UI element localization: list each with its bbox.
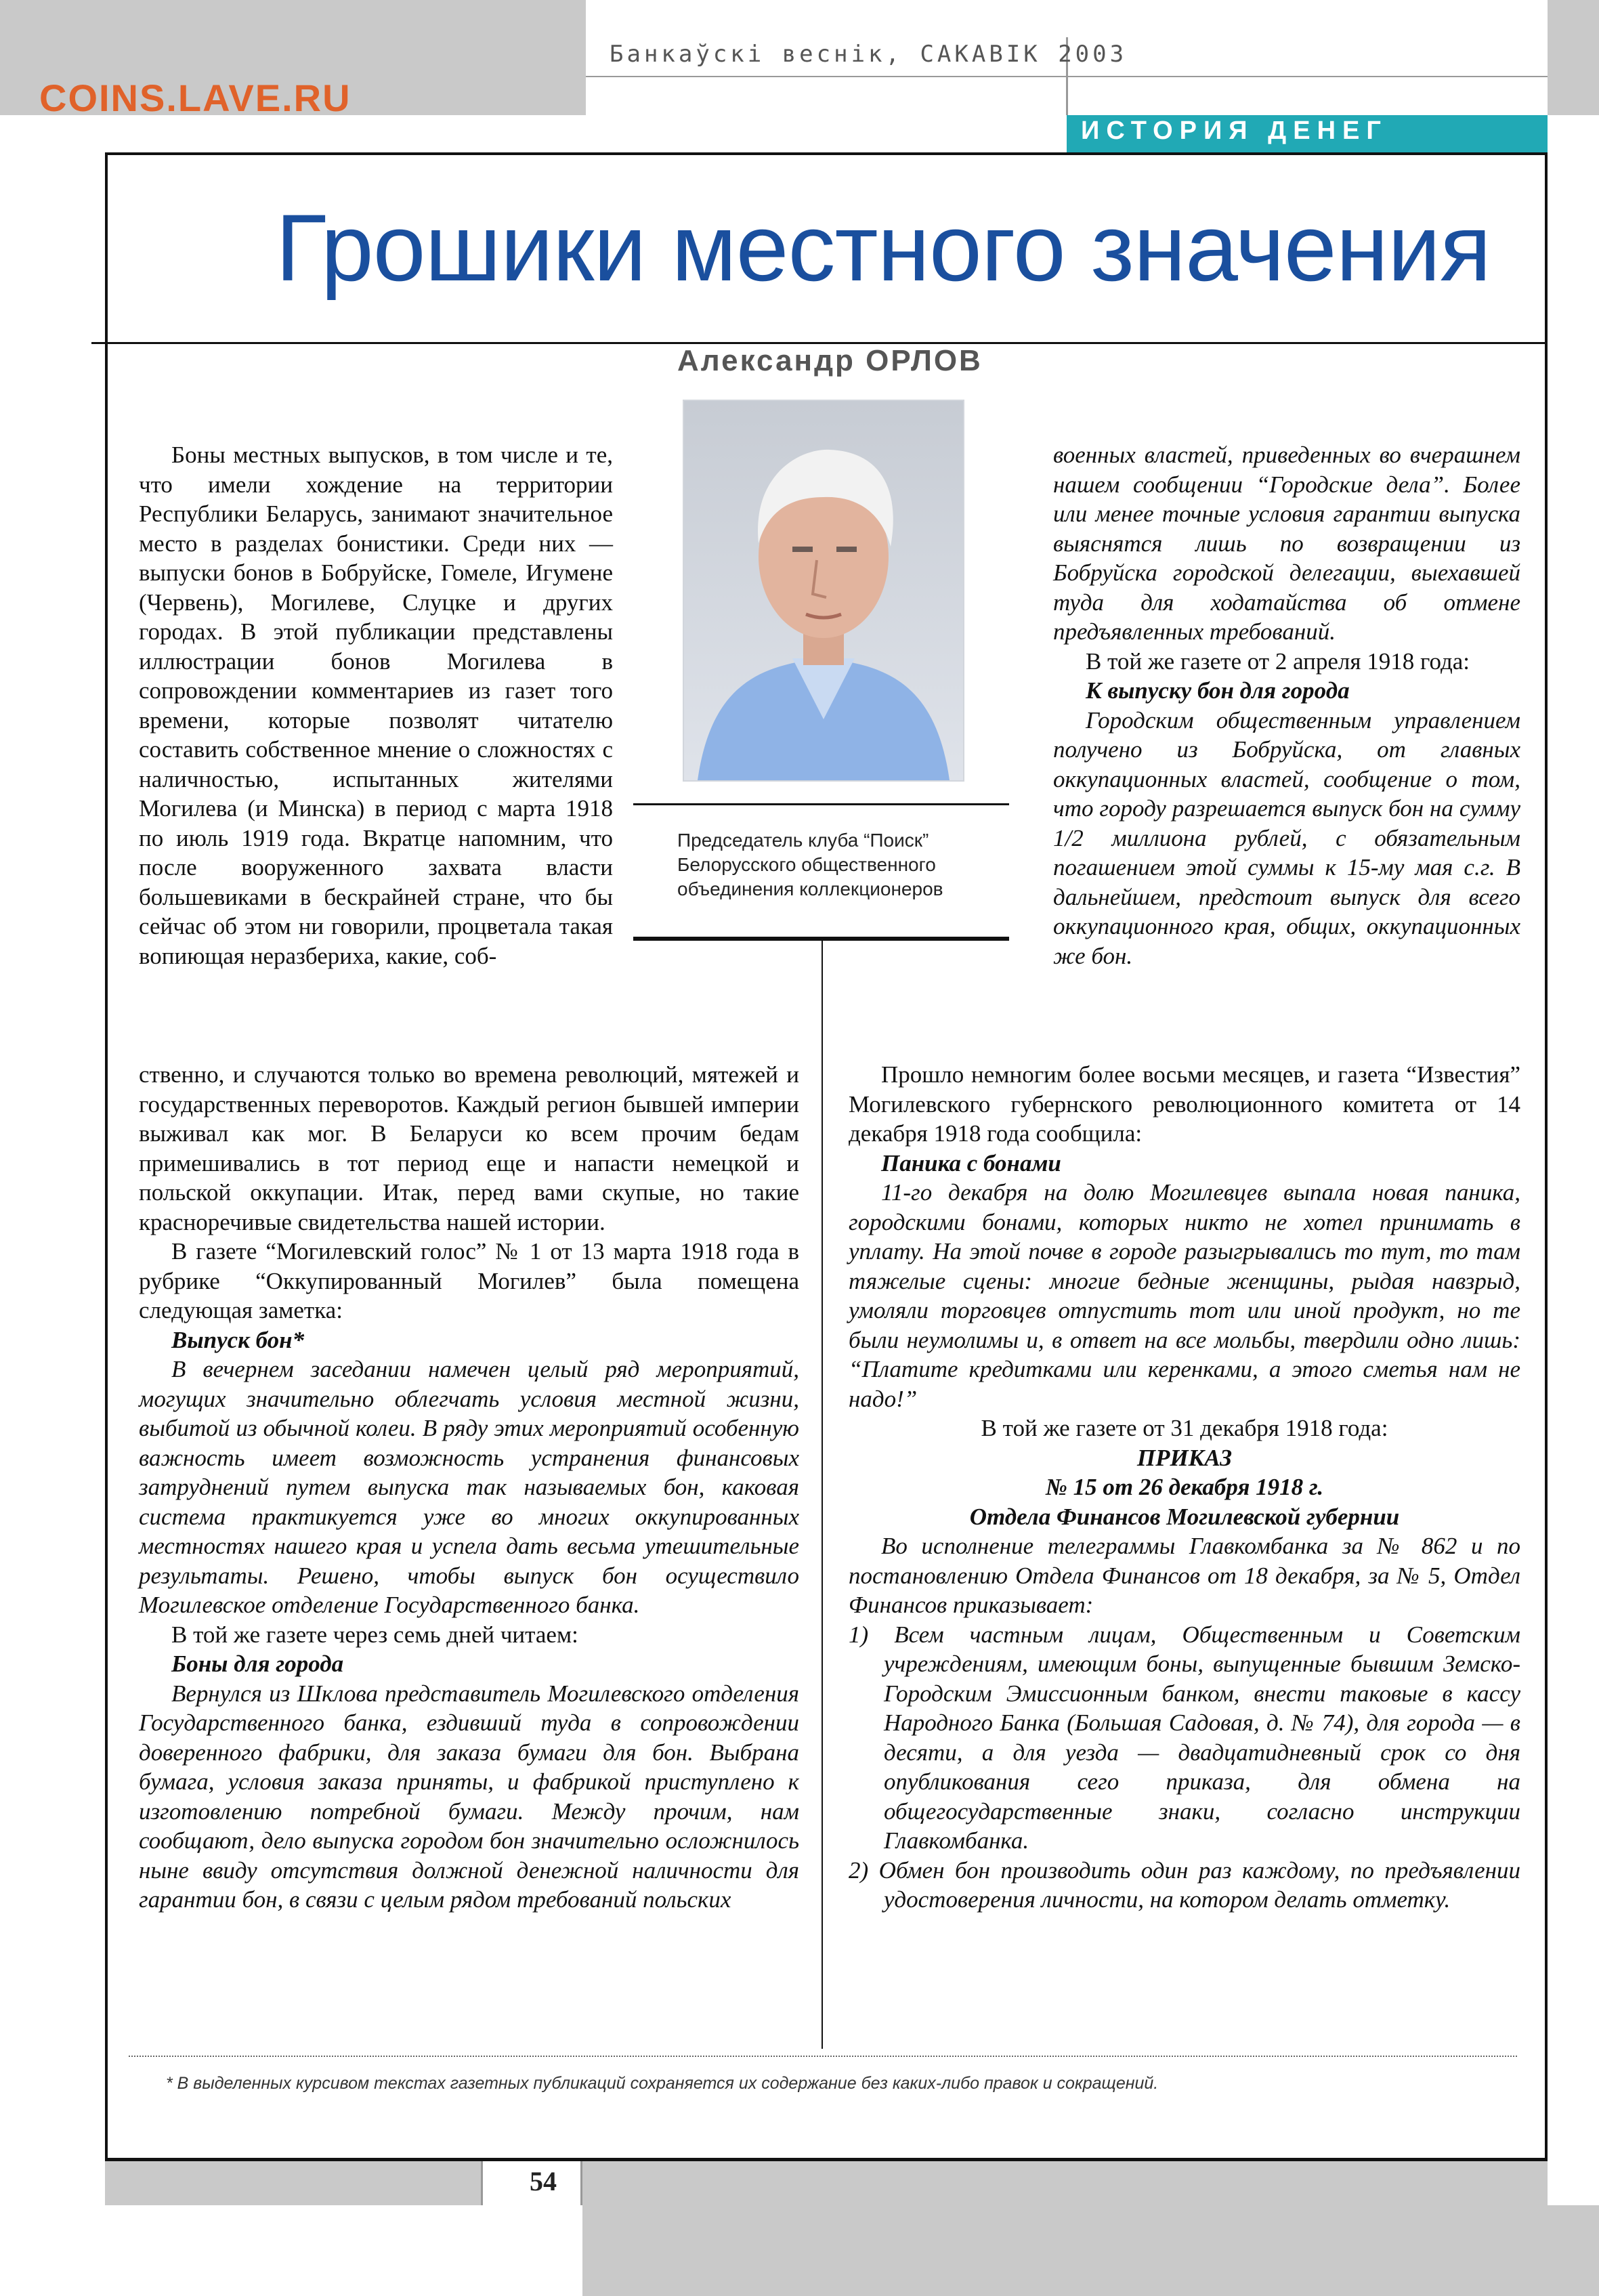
order-item: 2) Обмен бон производить один раз каждому, по предъявлении удостоверения личности, на котором делать отметку. xyxy=(849,1856,1520,1913)
newspaper-quote: Городским общественным управлением получено из Бобруйска, от главных оккупационных властей, сообщение о том, что городу разрешается выпуск бон на сумму 1/2 миллиона рублей, с обязательным погашением этой суммы к 15-му мая с.г. В дальнейшем, предстоит выпуск для всего оккупационного края, общих, оккупационных же бон. xyxy=(1053,706,1520,969)
order-number: № 15 от 26 декабря 1918 г. xyxy=(1045,1474,1324,1500)
newspaper-quote: Вернулся из Шклова представитель Могилевского отделения Государственного банка, ездивший туда в сопровождении доверенного фабрики, для заказа бумаги для бон. Выбрана бумага, условия заказа приняты, и фабрикой приступлено к изготовлению потребной бумаги. Между прочим, нам сообщают, дело выпуска городом бон значительно осложнилось ныне ввиду отсутствия должной денежной наличности для гарантии бон, в связи с целым рядом требований польских xyxy=(139,1680,799,1913)
header-rule xyxy=(586,76,1548,77)
quote-heading: К выпуску бон для города xyxy=(1086,677,1350,704)
frame-right xyxy=(1545,152,1548,2191)
footnote: * В выделенных курсивом текстах газетных публикаций сохраняется их содержание без каких-либо правок и сокращений. xyxy=(166,2074,1159,2093)
journal-name: Банкаўскі веснік, САКАВІК 2003 xyxy=(610,41,1128,68)
footnote-rule xyxy=(129,2056,1517,2058)
intro-column xyxy=(139,440,613,971)
paragraph: ственно, и случаются только во времена революций, мятежей и государственных переворотов. Каждый регион бывшей империи выживал как мог. В Беларуси ко всем прочим бедам примешивались в тот период еще и напасти немецкой и польской оккупации. Итак, перед вами скупые, но такие красноречивые свидетельства нашей истории. xyxy=(139,1061,799,1235)
order-title: ПРИКАЗ xyxy=(1136,1444,1233,1471)
header-band-right xyxy=(1548,0,1599,115)
order-text: Во исполнение телеграммы Главкомбанка за № 862 и по постановлению Отдела Финансов от 18 декабря, за № 5, Отдел Финансов приказывает: xyxy=(849,1533,1520,1618)
paragraph: В той же газете через семь дней читаем: xyxy=(171,1621,578,1648)
frame-top xyxy=(105,152,1548,155)
paragraph: В газете “Могилевский голос” № 1 от 13 марта 1918 года в рубрике “Оккупированный Могилев” была помещена следующая заметка: xyxy=(139,1238,799,1323)
newspaper-quote: 11-го декабря на долю Могилевцев выпала новая паника, городскими бонами, которых никто не хотел принимать в уплату. На этой почве в городе разыгрывались то тут, то там тяжелые сцены: многие бедные женщины, рыдая навзрыд, умоляли торговцев отпустить тот или иной продукт, но те были неумолимы и, в ответ на все мольбы, твердили одно лишь: “Платите кредитками или керенками, а этого сметья нам не надо!” xyxy=(849,1179,1520,1412)
paragraph: В той же газете от 31 декабря 1918 года: xyxy=(981,1415,1388,1441)
newspaper-quote: В вечернем заседании намечен целый ряд мероприятий, могущих значительно облегчать условия местной жизни, выбитой из обычной колеи. В ряду этих мероприятий особенную важность имеет возможность устранения финансовых затруднений путем выпуска так называемых бон, каковая система практикуется уже во многих оккупированных местностях нашего края и успела дать весьма утешительные результаты. Решено, чтобы выпуск бон осуществило Могилевское отделение Государственного банка. xyxy=(139,1356,799,1618)
paragraph: В той же газете от 2 апреля 1918 года: xyxy=(1086,647,1470,675)
frame-left xyxy=(105,152,108,2191)
article-author: Александр ОРЛОВ xyxy=(677,344,983,377)
footer-band-bottom xyxy=(582,2205,1599,2296)
section-label: ИСТОРИЯ ДЕНЕГ xyxy=(1081,116,1388,145)
order-department: Отдела Финансов Могилевской губернии xyxy=(969,1503,1400,1530)
column-divider xyxy=(822,938,823,2049)
left-column xyxy=(139,1060,799,1915)
quote-heading: Выпуск бон* xyxy=(171,1326,305,1353)
right-upper-column xyxy=(1053,440,1520,971)
portrait-illustration xyxy=(684,401,963,780)
author-photo xyxy=(683,400,964,782)
right-lower-column xyxy=(849,1060,1520,1915)
quote-heading: Паника с бонами xyxy=(881,1149,1061,1176)
order-item: 1) Всем частным лицам, Общественным и Советским учреждениям, имеющим боны, выпущенные бывшим Земско-Городским Эмиссионным банком, внести таковые в кассу Народного Банка (Большая Садовая, д. № 74), для города — в десяти, а для уезда — двадцатидневный срок со дня опубликования сего приказа, для обмена на общегосударственные знаки, согласно инструкции Главкомбанка. xyxy=(849,1621,1520,1854)
article-title: Грошики местного значения xyxy=(275,194,1491,301)
page-number: 54 xyxy=(530,2166,557,2196)
paragraph: Прошло немногим более восьми месяцев, и газета “Известия” Могилевского губернского революционного комитета от 14 декабря 1918 года сообщила: xyxy=(849,1061,1520,1147)
footer-band-left xyxy=(105,2161,481,2205)
intro-paragraph: Боны местных выпусков, в том числе и те, что имели хождение на территории Республики Беларусь, занимают значительное место в разделах бонистики. Среди них — выпуски бонов в Бобруйске, Гомеле, Игумене (Червень), Могилеве, Слуцке и других городах. В этой публикации представлены иллюстрации бонов Могилева в сопровождении комментариев из газет того времени, которые позволят читателю составить собственное мнение о сложностях с наличностью, испытанных жителями Могилева (и Минска) в период с марта 1918 по июль 1919 года. Вкратце напомним, что после вооруженного захвата власти большевиками в бескрайней стране, что бы сейчас об этом ни говорили, процветала такая вопиющая неразбериха, какие, соб- xyxy=(139,442,613,969)
quote-heading: Боны для города xyxy=(171,1651,344,1677)
photo-caption: Председатель клуба “Поиск” Белорусского общественного объединения коллекционеров xyxy=(677,830,943,899)
watermark: COINS.LAVE.RU xyxy=(39,77,351,119)
newspaper-quote: военных властей, приведенных во вчерашнем нашем сообщении “Городские дела”. Более или менее точные условия гарантии выпуска выяснятся лишь по возвращении из Бобруйска городской делегации, выехавшей туда для ходатайства об отмене предъявленных требований. xyxy=(1053,442,1520,645)
caption-rule-top xyxy=(633,803,1009,805)
footer-band-right xyxy=(582,2161,1548,2205)
